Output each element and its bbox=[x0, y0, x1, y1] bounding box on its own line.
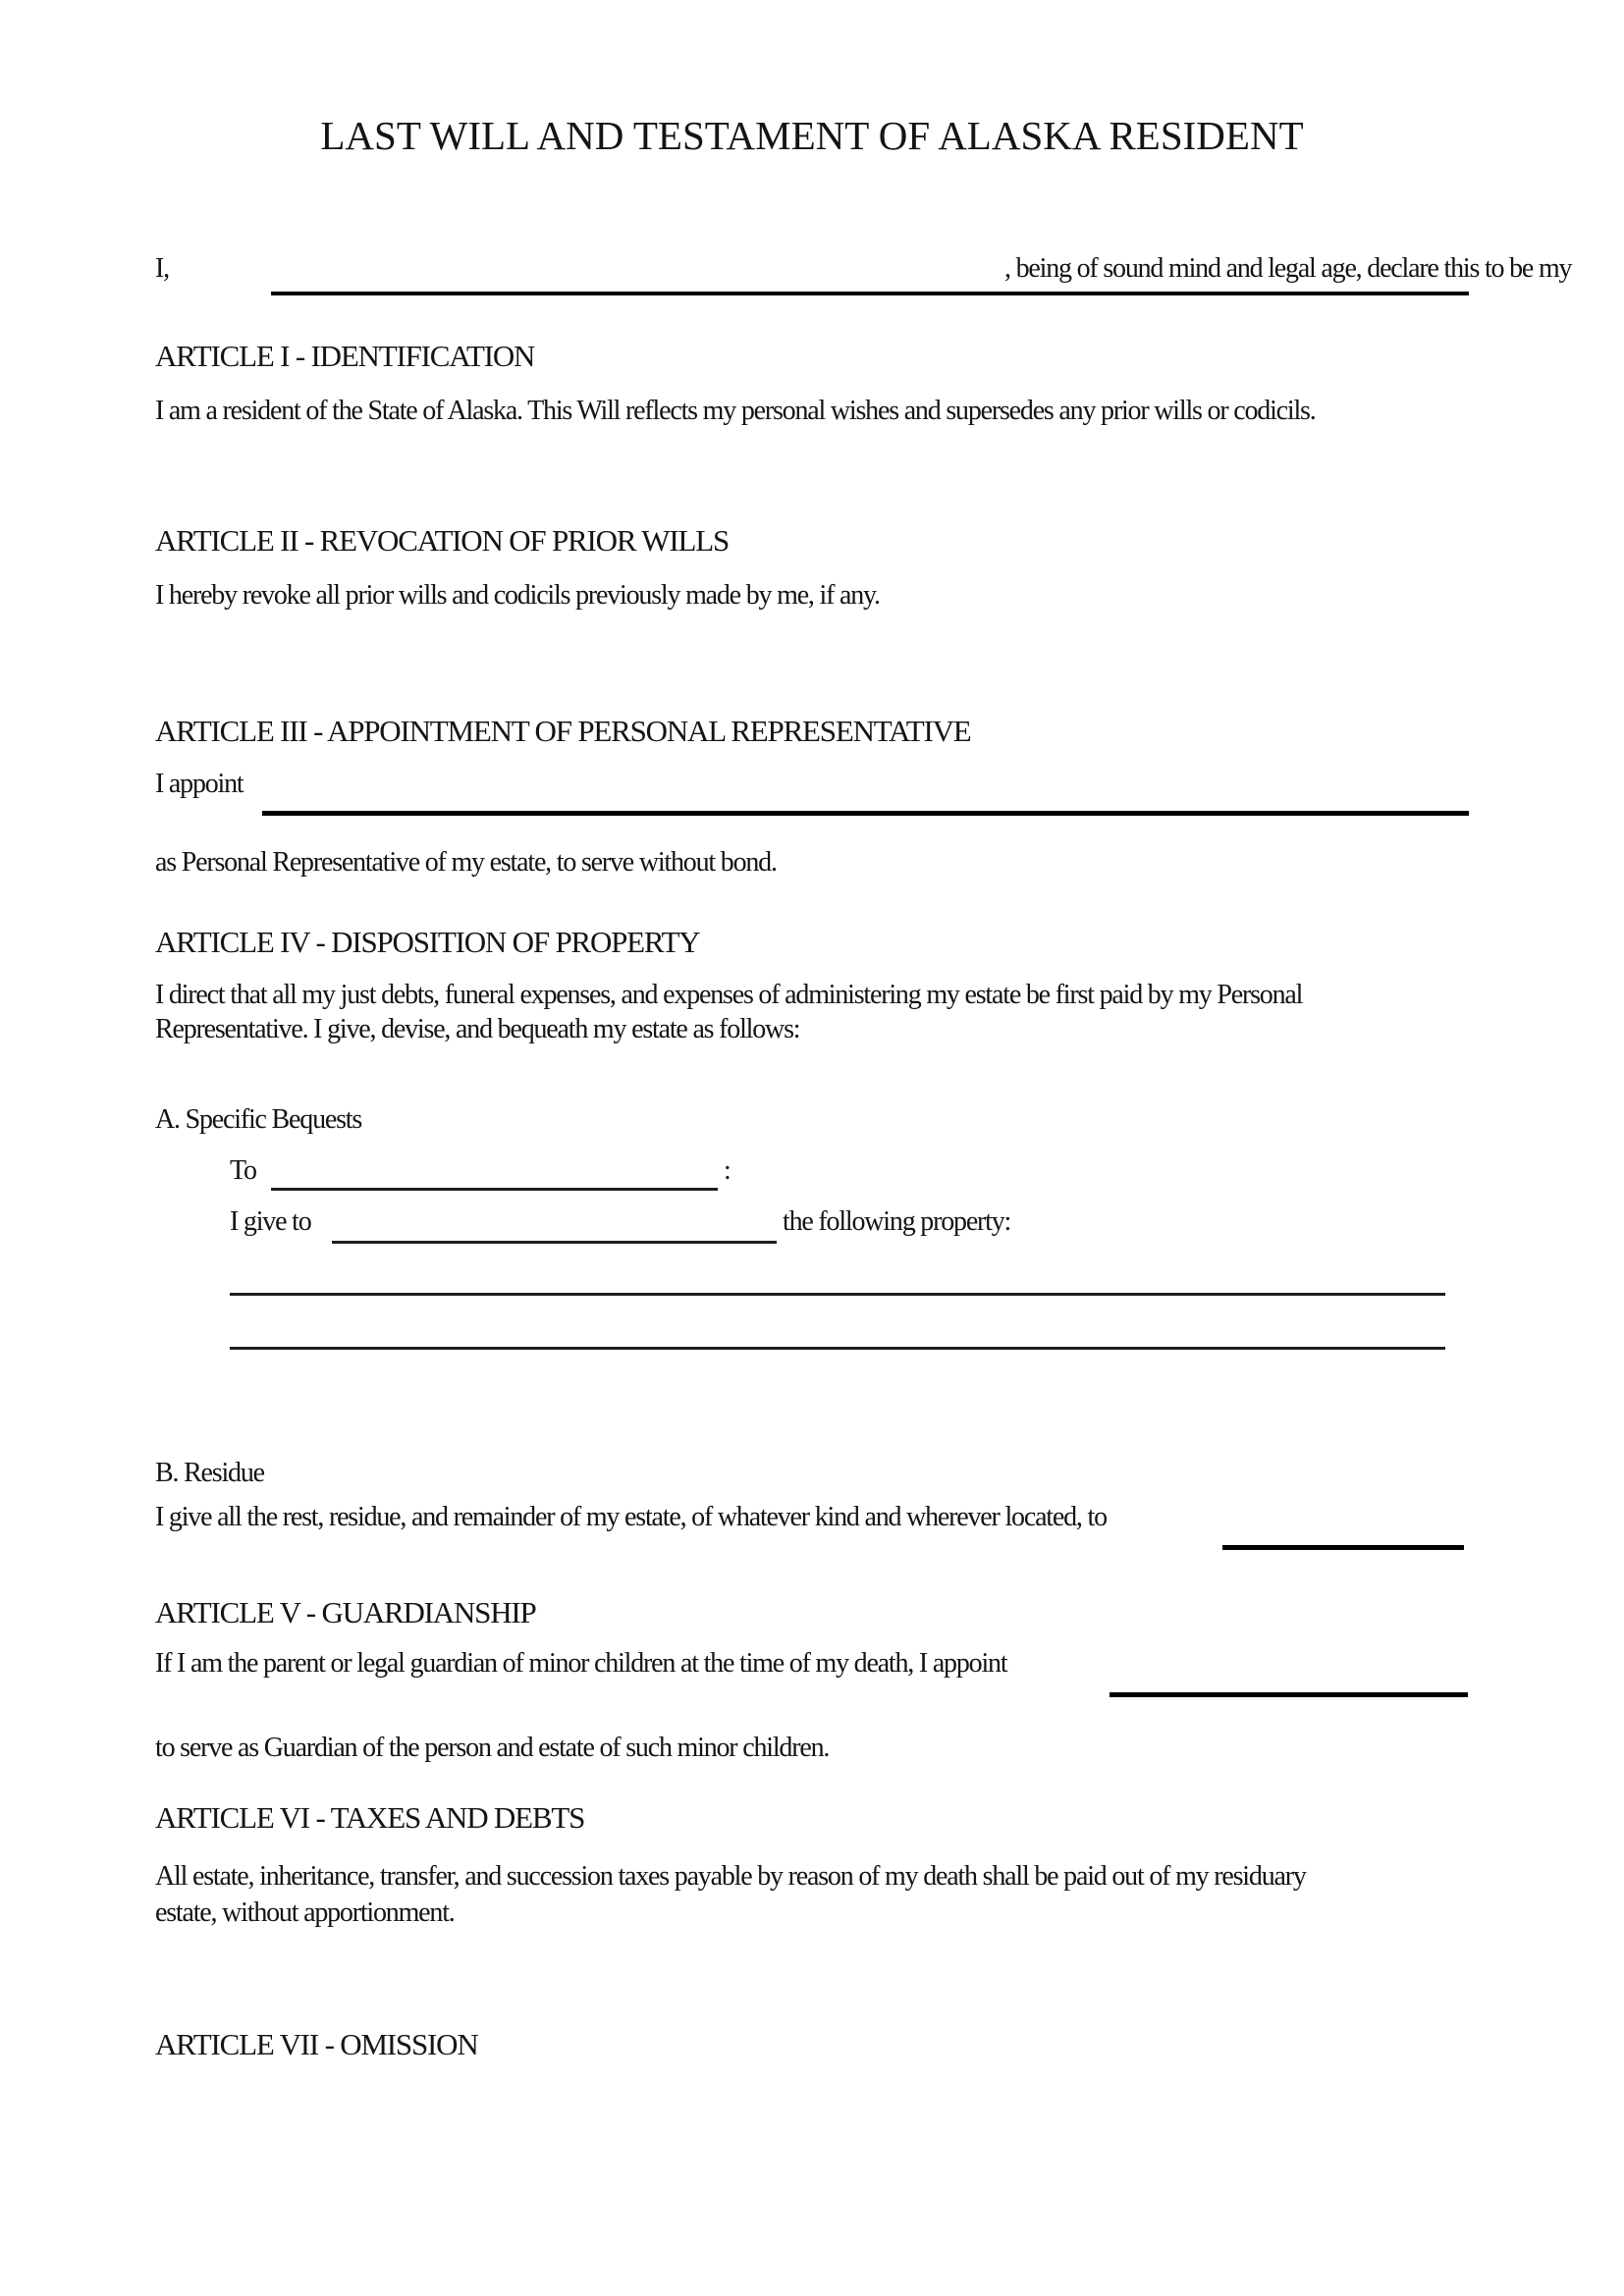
residue-label: B. Residue bbox=[155, 1458, 264, 1488]
article-7-heading: ARTICLE VII - OMISSION bbox=[155, 2027, 478, 2061]
bequest-beneficiary-blank[interactable] bbox=[271, 1188, 718, 1191]
opening-prefix: I, bbox=[155, 253, 169, 284]
article-1-heading: ARTICLE I - IDENTIFICATION bbox=[155, 339, 535, 373]
guardianship-body-suffix: to serve as Guardian of the person and estate of such minor children. bbox=[155, 1733, 830, 1763]
give-to-name-blank[interactable] bbox=[332, 1241, 777, 1244]
article-2-body: I hereby revoke all prior wills and codicils previously made by me, if any. bbox=[155, 580, 880, 611]
article-6-heading: ARTICLE VI - TAXES AND DEBTS bbox=[155, 1800, 585, 1835]
testator-name-blank[interactable] bbox=[271, 292, 1469, 295]
appoint-prefix: I appoint bbox=[155, 769, 244, 799]
bequest-to-prefix: To bbox=[230, 1155, 256, 1186]
specific-bequests-label: A. Specific Bequests bbox=[155, 1104, 362, 1135]
article-4-heading: ARTICLE IV - DISPOSITION OF PROPERTY bbox=[155, 925, 700, 959]
personal-representative-name-blank[interactable] bbox=[262, 811, 1469, 816]
bequest-to-colon: : bbox=[724, 1155, 731, 1186]
article-3-heading: ARTICLE III - APPOINTMENT OF PERSONAL REPRESENTATIVE bbox=[155, 714, 971, 748]
give-to-suffix: the following property: bbox=[783, 1206, 1011, 1237]
property-description-blank-1[interactable] bbox=[230, 1293, 1445, 1296]
residue-body: I give all the rest, residue, and remainder of my estate, of whatever kind and wherever located, to bbox=[155, 1502, 1107, 1532]
opening-suffix: , being of sound mind and legal age, declare this to be my bbox=[1004, 253, 1572, 284]
article-2-heading: ARTICLE II - REVOCATION OF PRIOR WILLS bbox=[155, 523, 729, 558]
article-1-body: I am a resident of the State of Alaska. This Will reflects my personal wishes and supersedes any prior wills or codicils. bbox=[155, 396, 1316, 426]
article-6-body-line1: All estate, inheritance, transfer, and succession taxes payable by reason of my death shall be paid out of my residuary bbox=[155, 1861, 1306, 1892]
guardian-name-blank[interactable] bbox=[1110, 1692, 1468, 1697]
appoint-suffix: as Personal Representative of my estate, to serve without bond. bbox=[155, 847, 777, 878]
article-4-body-line2: Representative. I give, devise, and bequeath my estate as follows: bbox=[155, 1014, 800, 1044]
guardianship-body-prefix: If I am the parent or legal guardian of minor children at the time of my death, I appoint bbox=[155, 1648, 1007, 1679]
article-4-body-line1: I direct that all my just debts, funeral expenses, and expenses of administering my estate be first paid by my Personal bbox=[155, 980, 1303, 1010]
article-6-body-line2: estate, without apportionment. bbox=[155, 1897, 455, 1928]
article-5-heading: ARTICLE V - GUARDIANSHIP bbox=[155, 1595, 536, 1629]
property-description-blank-2[interactable] bbox=[230, 1347, 1445, 1350]
page-title: LAST WILL AND TESTAMENT OF ALASKA RESIDENT bbox=[320, 113, 1304, 158]
residue-beneficiary-blank[interactable] bbox=[1222, 1545, 1464, 1550]
give-to-prefix: I give to bbox=[230, 1206, 311, 1237]
